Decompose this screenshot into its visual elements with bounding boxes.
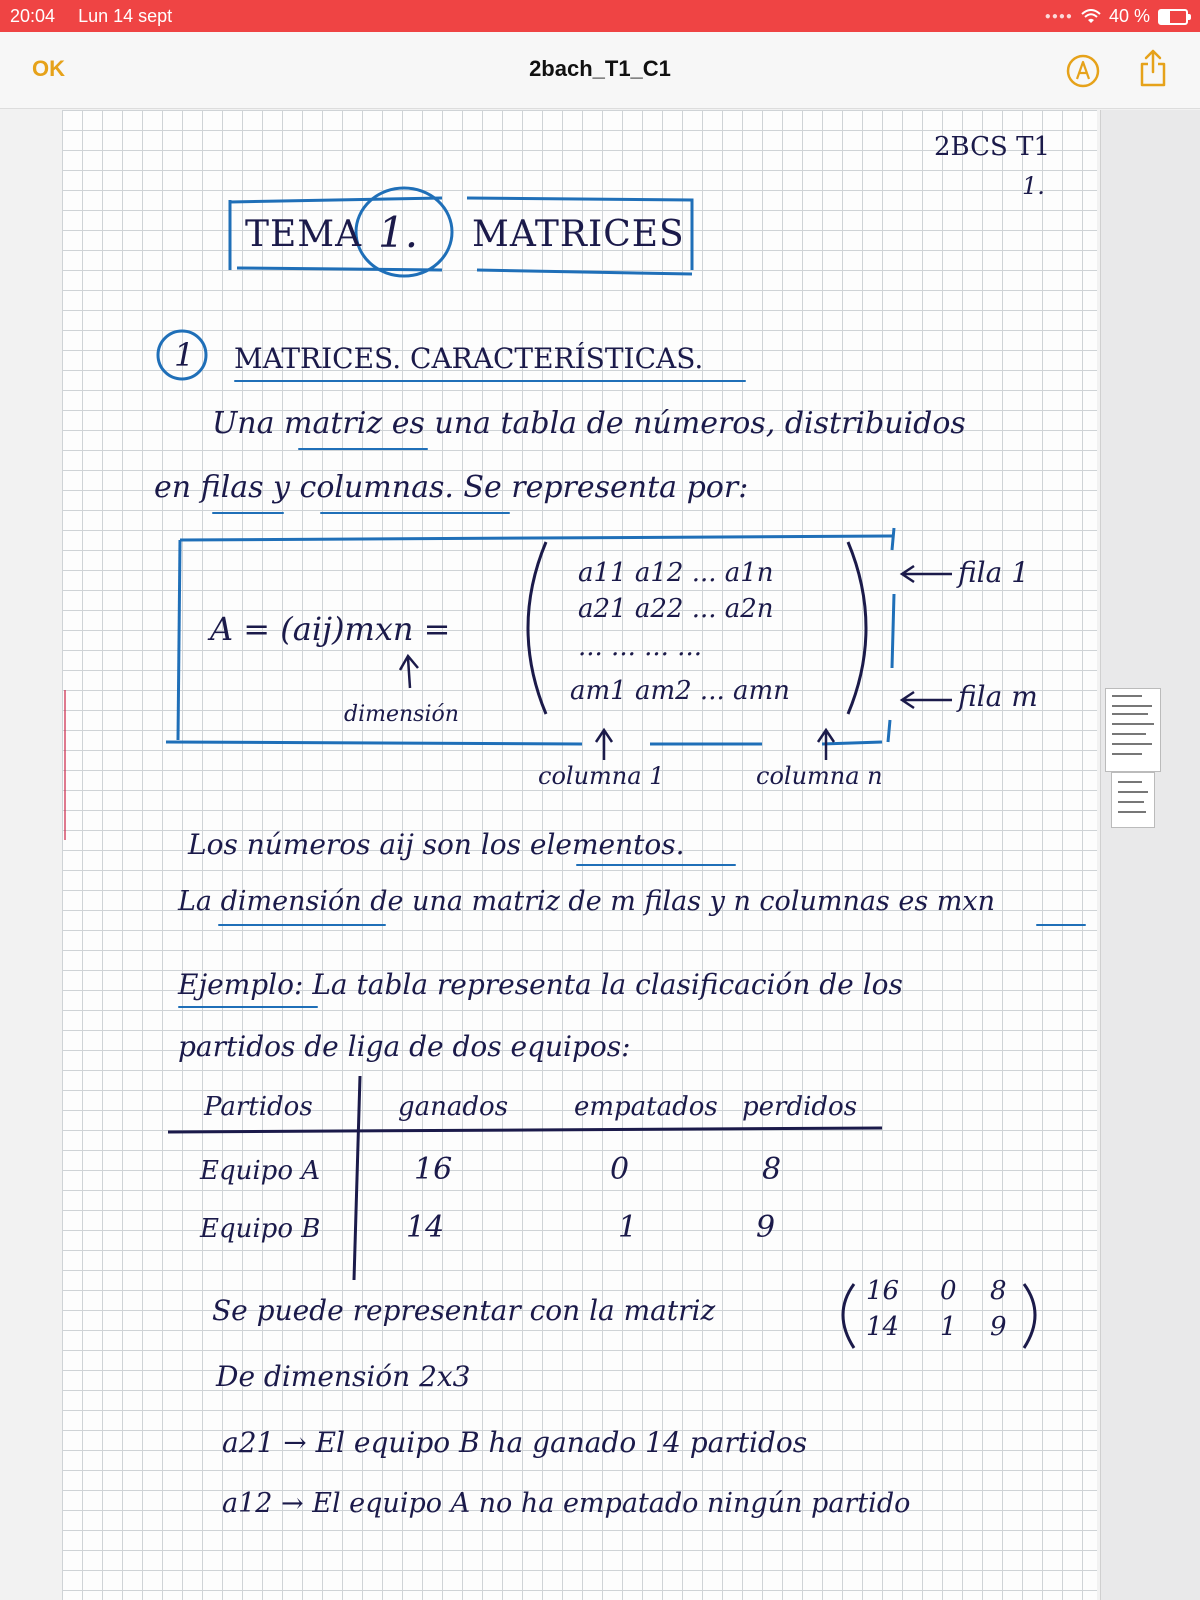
columna-1-label: columna 1 (538, 762, 665, 790)
status-date: Lun 14 sept (78, 6, 173, 26)
wifi-icon (1081, 9, 1101, 25)
page-thumbnail-sidebar (1100, 110, 1200, 1600)
table-row-a-label: Equipo A (200, 1156, 321, 1186)
page-thumbnail-current[interactable] (1105, 688, 1161, 772)
matrix-cell-1-1: 16 (866, 1276, 900, 1306)
formula-lhs: A = (aij)mxn = (210, 610, 451, 648)
notes-page (62, 110, 1097, 1600)
small-matrix-brackets (62, 110, 1097, 1410)
markup-pen-icon[interactable] (1066, 54, 1100, 88)
table-row-b-perdidos: 9 (756, 1210, 776, 1245)
table-row-a-perdidos: 8 (762, 1152, 782, 1187)
dimension-value: De dimensión 2x3 (216, 1360, 471, 1393)
title-tema: TEMA (245, 214, 363, 255)
matrix-row-1: a11 a12 ... a1n (578, 558, 774, 588)
status-bar (0, 0, 1200, 32)
ok-button[interactable]: OK (32, 56, 65, 81)
table-header-partidos: Partidos (204, 1092, 313, 1122)
table-row-b-ganados: 14 (406, 1210, 445, 1245)
example-line-1: Ejemplo: La tabla representa la clasificación de los (178, 968, 903, 1001)
matrix-row-4: am1 am2 ... amn (570, 676, 790, 706)
example-line-2: partidos de liga de dos equipos: (178, 1030, 631, 1063)
table-header-empatados: empatados (574, 1092, 718, 1122)
table-row-a-ganados: 16 (414, 1152, 453, 1187)
matrix-cell-2-3: 9 (990, 1312, 1007, 1342)
definition-line-2: en filas y columnas. Se representa por: (154, 470, 749, 505)
table-row-b-empatados: 1 (618, 1210, 638, 1245)
dimension-label: dimensión (344, 702, 459, 727)
a12-note: a12 → El equipo A no ha empatado ningún partido (222, 1488, 911, 1519)
status-time: 20:04 (10, 6, 56, 26)
toolbar (0, 32, 1200, 109)
matrix-cell-1-2: 0 (940, 1276, 957, 1306)
status-right (1045, 6, 1188, 27)
status-left (10, 6, 190, 27)
elements-line: Los números aij son los elementos. (188, 828, 685, 861)
matrix-cell-1-3: 8 (990, 1276, 1007, 1306)
signal-dots-icon: ●●●● (1044, 11, 1073, 22)
definition-line-1: Una matriz es una tabla de números, distribuidos (212, 406, 966, 441)
section-title: MATRICES. CARACTERÍSTICAS. (234, 342, 704, 375)
document-title: 2bach_T1_C1 (529, 56, 671, 81)
table-header-ganados: ganados (398, 1092, 509, 1122)
columna-n-label: columna n (756, 762, 883, 790)
table-row-b-label: Equipo B (200, 1214, 321, 1244)
matrix-row-3: ... ... ... ... (578, 632, 702, 662)
table-row-a-empatados: 0 (610, 1152, 630, 1187)
fila-m-label: fila m (958, 680, 1038, 713)
matrix-cell-2-1: 14 (866, 1312, 900, 1342)
section-number: 1 (174, 336, 195, 374)
matrix-line: Se puede representar con la matriz (212, 1294, 716, 1327)
battery-icon (1158, 9, 1188, 25)
matrix-cell-2-2: 1 (940, 1312, 957, 1342)
title-number: 1. (378, 208, 419, 257)
dimension-line: La dimensión de una matriz de m filas y n columnas es mxn (178, 886, 996, 917)
share-icon[interactable] (1138, 48, 1168, 88)
page-number: 1. (1022, 172, 1045, 200)
page-thumbnail-2[interactable] (1111, 772, 1155, 828)
header-code: 2BCS T1 (934, 132, 1050, 162)
battery-percent: 40 % (1108, 6, 1150, 26)
table-header-perdidos: perdidos (742, 1092, 858, 1122)
title-matrices: MATRICES (472, 214, 685, 255)
a21-note: a21 → El equipo B ha ganado 14 partidos (222, 1426, 808, 1459)
matrix-row-2: a21 a22 ... a2n (578, 594, 774, 624)
fila-1-label: fila 1 (958, 556, 1030, 589)
margin-mark (64, 690, 66, 840)
